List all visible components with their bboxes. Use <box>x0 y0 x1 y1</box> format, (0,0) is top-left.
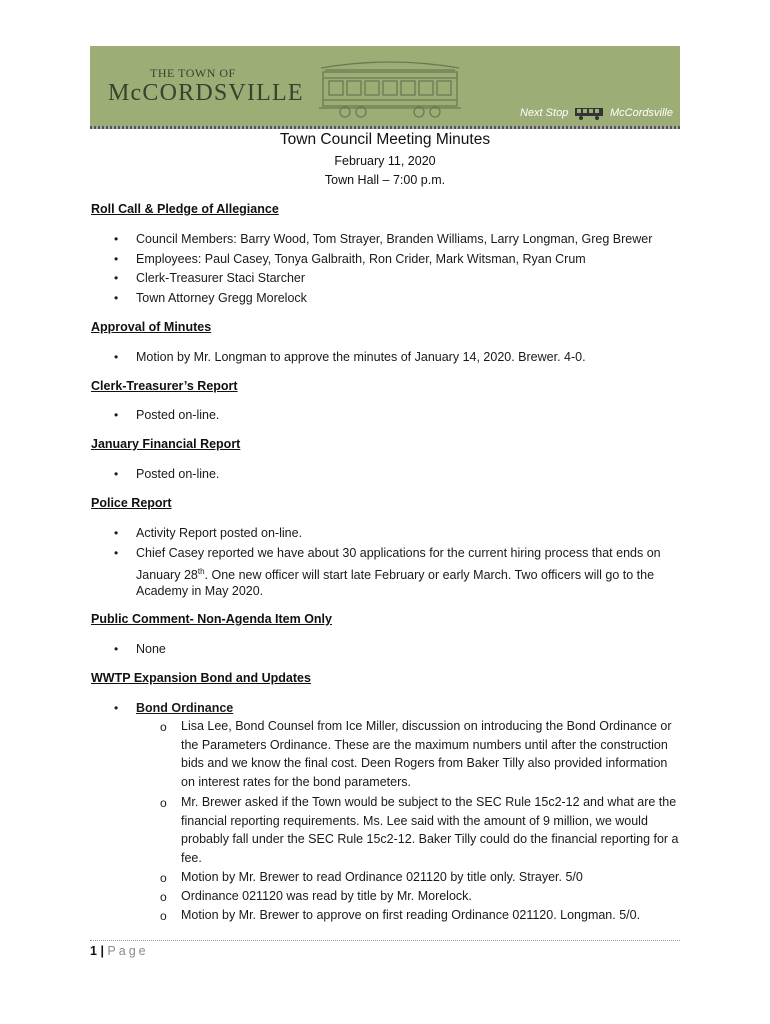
police-text-part: . One new officer will start late February or early March. Two officers will go to the <box>204 568 655 583</box>
list-item: Activity Report posted on-line. <box>136 526 303 540</box>
bullet-icon: • <box>114 701 119 715</box>
circle-bullet-icon: o <box>160 720 167 734</box>
banner-tagline-town: McCordsville <box>610 107 673 119</box>
page-separator: | <box>100 944 104 958</box>
trolley-icon <box>315 54 465 118</box>
heading-clerk-report: Clerk-Treasurer’s Report <box>91 379 238 393</box>
list-item: Posted on-line. <box>136 408 220 422</box>
meeting-location-time: Town Hall – 7:00 p.m. <box>324 173 446 187</box>
heading-roll-call: Roll Call & Pledge of Allegiance <box>91 202 279 216</box>
sub-list-item: Motion by Mr. Brewer to approve on first reading Ordinance 021120. Longman. 5/0. <box>181 908 641 922</box>
ordinal-suffix: th <box>197 567 205 576</box>
subheading-bond-ordinance: Bond Ordinance <box>136 701 234 715</box>
circle-bullet-icon: o <box>160 909 167 923</box>
bullet-icon: • <box>114 350 119 364</box>
heading-wwtp: WWTP Expansion Bond and Updates <box>91 671 311 685</box>
heading-approval: Approval of Minutes <box>91 320 212 334</box>
bullet-icon: • <box>114 252 119 266</box>
list-item: Clerk-Treasurer Staci Starcher <box>136 271 306 285</box>
circle-bullet-icon: o <box>160 890 167 904</box>
police-text-part: January 28 <box>136 568 198 583</box>
heading-financial-report: January Financial Report <box>91 437 241 451</box>
page-word: Page <box>107 944 149 958</box>
list-item: Council Members: Barry Wood, Tom Strayer, Branden Williams, Larry Longman, Greg Brewer <box>136 232 653 246</box>
bullet-icon: • <box>114 526 119 540</box>
heading-police-report: Police Report <box>91 496 172 510</box>
list-item-continued: Academy in May 2020. <box>136 584 264 598</box>
meeting-date: February 11, 2020 <box>334 154 436 168</box>
list-item-continued <box>136 563 654 584</box>
bullet-icon: • <box>114 291 119 305</box>
list-item: Motion by Mr. Longman to approve the minutes of January 14, 2020. Brewer. 4-0. <box>136 350 586 364</box>
page-title: Town Council Meeting Minutes <box>279 131 491 148</box>
footer-rule <box>90 940 680 941</box>
bullet-icon: • <box>114 408 119 422</box>
list-item: Chief Casey reported we have about 30 applications for the current hiring process that ends on <box>136 546 661 560</box>
sub-list-item: Motion by Mr. Brewer to read Ordinance 021120 by title only. Strayer. 5/0 <box>181 870 583 884</box>
town-banner <box>90 46 680 126</box>
circle-bullet-icon: o <box>160 871 167 885</box>
list-item: Town Attorney Gregg Morelock <box>136 291 307 305</box>
list-item: None <box>136 642 166 656</box>
bullet-icon: • <box>114 467 119 481</box>
bullet-icon: • <box>114 546 119 560</box>
bullet-icon: • <box>114 642 119 656</box>
bullet-icon: • <box>114 271 119 285</box>
page-number: 1 <box>90 944 97 958</box>
list-item: Posted on-line. <box>136 467 220 481</box>
banner-the-town-of: THE TOWN OF <box>150 66 236 80</box>
heading-public-comment: Public Comment- Non-Agenda Item Only <box>91 612 332 626</box>
bullet-icon: • <box>114 232 119 246</box>
sub-list-item: Mr. Brewer asked if the Town would be subject to the SEC Rule 15c2-12 and what are the financial reporting requirements. Ms. Lee said with the amount of 9 million, we would probably fall under the SEC Rule 15c2-12. Baker Tilly could do the financial reporting for a fee. <box>181 795 679 865</box>
banner-rule <box>90 126 680 129</box>
sub-list-item: Lisa Lee, Bond Counsel from Ice Miller, discussion on introducing the Bond Ordinance or the Parameters Ordinance. These are the maximum numbers until after the construction bids and we know the final cost. Deen Rogers from Baker Tilly also provided information on interest rates for the bond parameters. <box>181 719 672 789</box>
banner-tagline-next-stop: Next Stop <box>520 107 569 119</box>
mini-trolley-icon <box>574 106 604 120</box>
banner-town-name: McCORDSVILLE <box>108 80 304 106</box>
list-item: Employees: Paul Casey, Tonya Galbraith, Ron Crider, Mark Witsman, Ryan Crum <box>136 252 586 266</box>
sub-list-item: Ordinance 021120 was read by title by Mr. Morelock. <box>181 889 472 903</box>
circle-bullet-icon: o <box>160 796 167 810</box>
page-footer <box>90 944 149 958</box>
